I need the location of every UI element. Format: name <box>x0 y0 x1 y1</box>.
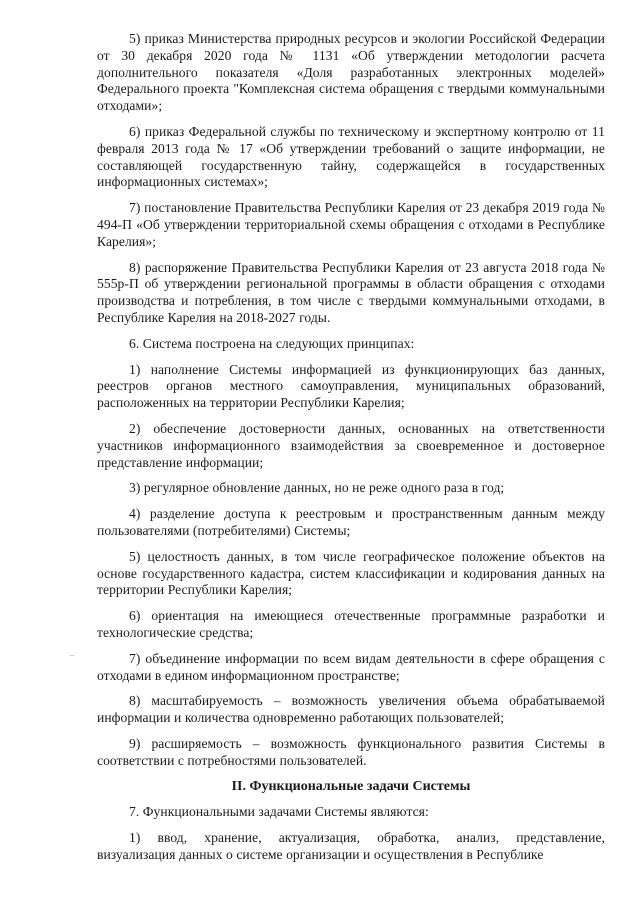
margin-mark <box>70 655 74 656</box>
paragraph-principles-intro: 6. Система построена на следующих принципах: <box>129 335 415 351</box>
paragraph-order-5: 5) приказ Министерства природных ресурсов и экологии Российской Федерации от 30 декабря 2020 года № 1131 «Об утверждении методологии расчета дополнительного показателя «Доля разработанных электронных моделей» Федерального проекта "Комплексная система обращения с твердыми коммунальными отходами»; <box>97 31 605 114</box>
paragraph-principle-8: 8) масштабируемость – возможность увеличения объема обрабатываемой информации и количества одновременно работающих пользователей; <box>97 693 605 726</box>
paragraph-task-1: 1) ввод, хранение, актуализация, обработка, анализ, представление, визуализация данных о системе организации и осуществления в Республике <box>97 830 605 863</box>
paragraph-resolution-7: 7) постановление Правительства Республики Карелия от 23 декабря 2019 года № 494-П «Об утверждении территориальной схемы обращения с отходами в Республике Карелия»; <box>97 200 605 249</box>
document-body <box>97 31 605 873</box>
paragraph-principle-6: 6) ориентация на имеющиеся отечественные программные разработки и технологические средства; <box>97 608 605 640</box>
paragraph-principle-7: 7) объединение информации по всем видам деятельности в сфере обращения с отходами в едином информационном пространстве; <box>97 650 605 683</box>
paragraph-principle-5: 5) целостность данных, в том числе географическое положение объектов на основе государственного кадастра, систем классификации и кодирования данных на территории Республики Карелия; <box>97 548 605 598</box>
paragraph-principle-1: 1) наполнение Системы информацией из функционирующих баз данных, реестров органов местного самоуправления, муниципальных образований, расположенных на территории Республики Карелия; <box>97 361 605 411</box>
paragraph-principle-4: 4) разделение доступа к реестровым и пространственным данным между пользователями (потребителями) Системы; <box>97 506 605 538</box>
section-heading: II. Функциональные задачи Системы <box>231 779 471 795</box>
paragraph-decree-8: 8) распоряжение Правительства Республики Карелия от 23 августа 2018 года № 555р-П об утверждении региональной программы в области обращения с отходами производства и потребления, в том числе с твердыми коммунальными отходами, в Республике Карелия на 2018-2027 годы. <box>97 259 605 325</box>
paragraph-tasks-intro: 7. Функциональными задачами Системы являются: <box>129 804 429 820</box>
paragraph-principle-2: 2) обеспечение достоверности данных, основанных на ответственности участников информационного взаимодействия за своевременное и достоверное представление информации; <box>97 420 605 470</box>
paragraph-principle-9: 9) расширяемость – возможность функционального развития Системы в соответствии с потребностями пользователей. <box>97 735 605 768</box>
paragraph-order-6: 6) приказ Федеральной службы по техническому и экспертному контролю от 11 февраля 2013 года № 17 «Об утверждении требований о защите информации, не составляющей государственную тайну, содержащейся в государственных информационных системах»; <box>97 123 605 190</box>
paragraph-principle-3: 3) регулярное обновление данных, но не реже одного раза в год; <box>129 480 505 496</box>
